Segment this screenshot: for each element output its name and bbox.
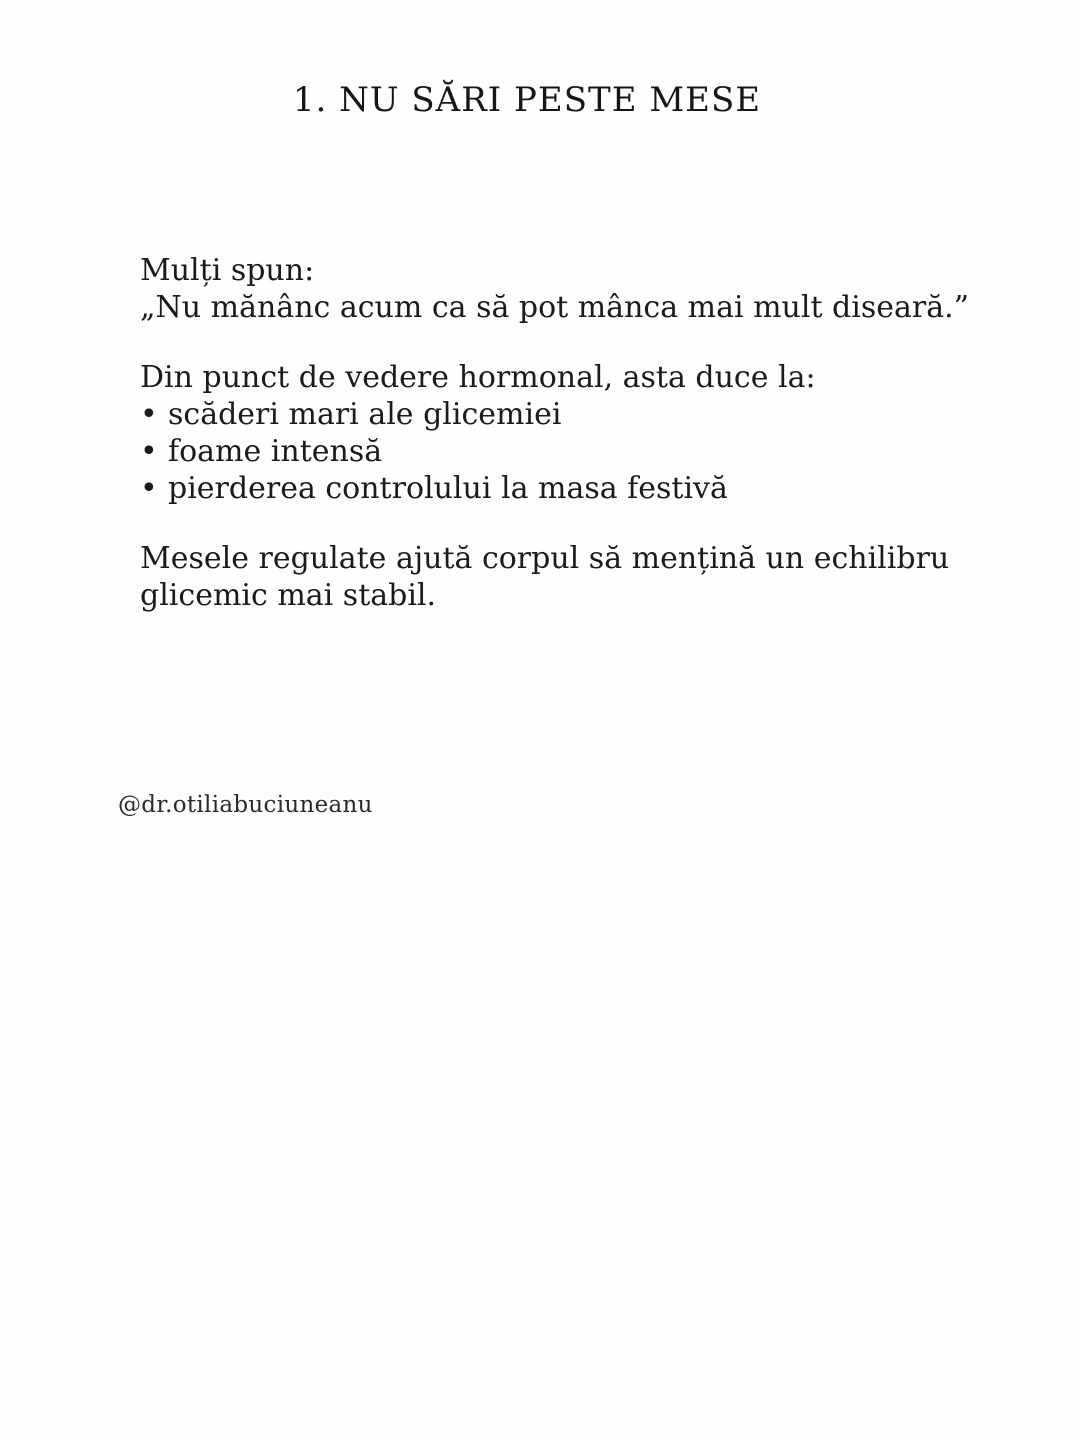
- quote-line: „Nu mănânc acum ca să pot mânca mai mult diseară.”: [140, 290, 969, 325]
- bullet-item: [140, 433, 970, 470]
- bullet-text: scăderi mari ale glicemiei: [168, 397, 562, 432]
- page-title: 1. NU SĂRI PESTE MESE: [292, 80, 762, 120]
- bullet-text: foame intensă: [168, 434, 383, 469]
- intro-paragraph: [140, 252, 970, 326]
- bullet-marker: •: [140, 434, 158, 469]
- bullet-marker: •: [140, 397, 158, 432]
- bullet-item: [140, 470, 970, 507]
- bullet-text: pierderea controlului la masa festivă: [168, 471, 728, 506]
- intro-line: Mulți spun:: [140, 253, 315, 288]
- author-handle: @dr.otiliabuciuneanu: [118, 792, 373, 818]
- hormonal-paragraph: [140, 359, 970, 507]
- conclusion-paragraph: [140, 540, 970, 614]
- hormonal-lead: Din punct de vedere hormonal, asta duce la:: [140, 360, 816, 395]
- bullet-marker: •: [140, 471, 158, 506]
- bullet-item: [140, 396, 970, 433]
- document-body: [140, 252, 970, 614]
- conclusion-line: glicemic mai stabil.: [140, 578, 437, 613]
- conclusion-line: Mesele regulate ajută corpul să mențină un echilibru: [140, 541, 950, 576]
